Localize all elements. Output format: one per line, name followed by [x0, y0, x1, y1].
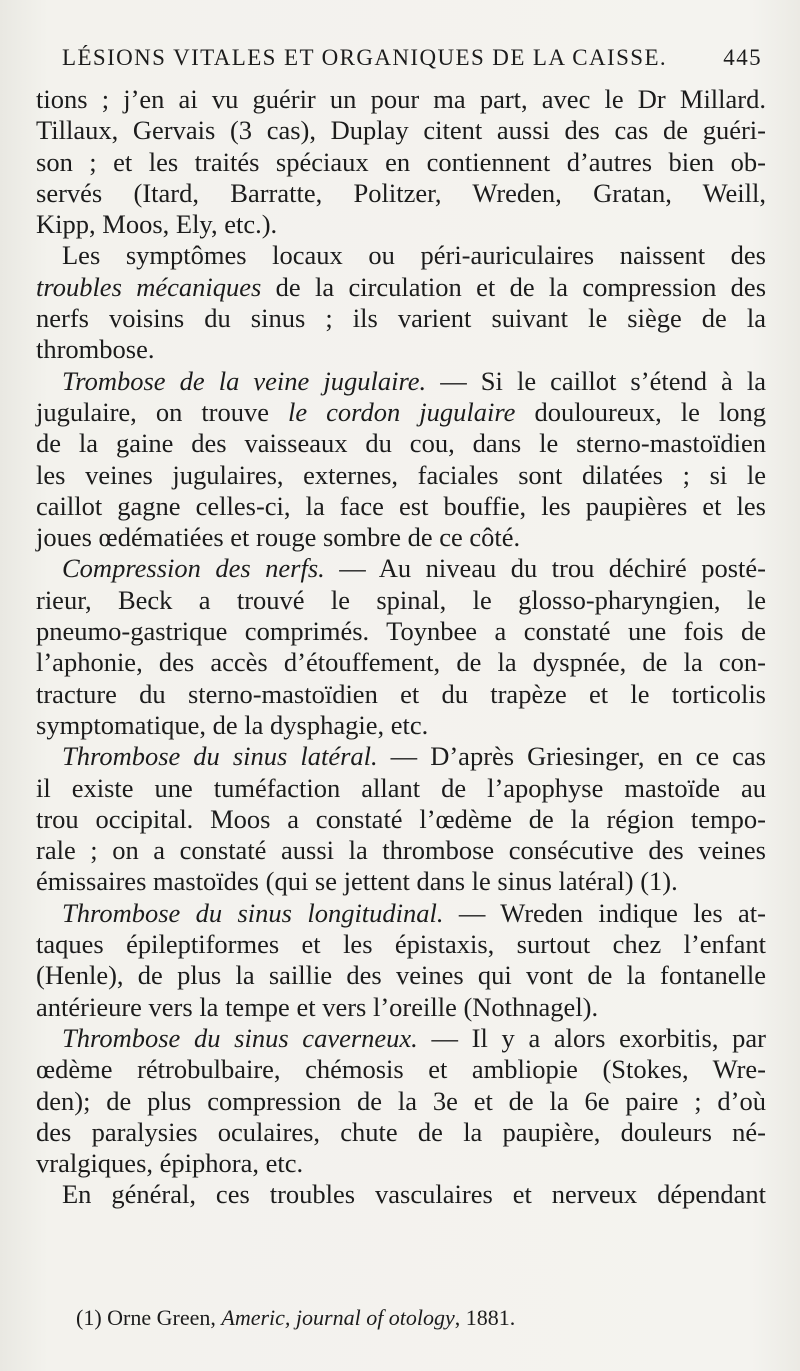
text-line: [36, 147, 766, 178]
text-line: [36, 1054, 766, 1085]
page-number: 445: [723, 45, 762, 70]
text-segment: (Henle), de plus la saillie des veines qui vont de la fontanelle: [36, 960, 766, 991]
text-line: [36, 992, 766, 1023]
text-segment: de la gaine des vaisseaux du cou, dans le sterno-mastoïdien: [36, 428, 766, 459]
text-segment: pneumo-gastrique comprimés. Toynbee a constaté une fois de: [36, 616, 766, 647]
text-segment: tracture du sterno-mastoïdien et du trapèze et le torticolis: [36, 678, 766, 709]
text-segment: — Si le caillot s’étend à la: [426, 365, 766, 396]
text-segment: tions ; j’en ai vu guérir un pour ma part, avec le Dr Millard.: [36, 84, 766, 114]
text-line: [36, 397, 766, 428]
text-line: [36, 960, 766, 991]
italic-text: Trombose de la veine jugulaire.: [62, 365, 427, 396]
text-segment: il existe une tuméfaction allant de l’apophyse mastoïde au: [36, 772, 766, 803]
text-segment: den); de plus compression de la 3e et de la 6e paire ; d’où: [36, 1085, 766, 1116]
italic-text: troubles mécaniques: [36, 271, 262, 302]
text-segment: des paralysies oculaires, chute de la paupière, douleurs né-: [36, 1116, 766, 1147]
text-line: [36, 585, 766, 616]
text-line: [36, 1086, 766, 1117]
text-segment: rieur, Beck a trouvé le spinal, le glosso-pharyngien, le: [36, 584, 766, 615]
text-segment: En général, ces troubles vasculaires et nerveux dépendant: [62, 1179, 766, 1210]
italic-text: Thrombose du sinus longitudinal.: [62, 897, 444, 928]
italic-text: Compression des nerfs.: [62, 553, 325, 584]
footnote: [76, 1305, 766, 1331]
text-segment: thrombose.: [36, 334, 155, 365]
text-line: [36, 1148, 766, 1179]
text-line: [36, 115, 766, 146]
text-segment: trou occipital. Moos a constaté l’œdème de la région tempo-: [36, 803, 766, 834]
text-line: [36, 773, 766, 804]
text-line: [36, 866, 766, 897]
text-line: [36, 898, 766, 929]
text-line: [36, 804, 766, 835]
footnote-text: , 1881.: [454, 1305, 516, 1330]
text-segment: vralgiques, épiphora, etc.: [36, 1148, 304, 1179]
text-segment: Kipp, Moos, Ely, etc.).: [36, 209, 278, 240]
text-line: [36, 929, 766, 960]
text-segment: — Au niveau du trou déchiré posté-: [324, 553, 767, 584]
text-segment: rale ; on a constaté aussi la thrombose consécutive des veines: [36, 835, 766, 866]
body-text: [36, 84, 766, 1211]
text-segment: nerfs voisins du sinus ; ils varient suivant le siège de la: [36, 303, 766, 334]
text-line: [36, 522, 766, 553]
text-segment: son ; et les traités spéciaux en contiennent d’autres bien ob-: [36, 146, 766, 177]
text-segment: antérieure vers la tempe et vers l’oreille (Nothnagel).: [36, 991, 599, 1022]
italic-text: le cordon jugulaire: [288, 396, 516, 427]
text-line: [36, 272, 766, 303]
text-line: [36, 1179, 766, 1210]
text-line: [36, 710, 766, 741]
text-segment: émissaires mastoïdes (qui se jettent dans le sinus latéral) (1).: [36, 866, 678, 897]
text-line: [36, 835, 766, 866]
text-line: [36, 366, 766, 397]
text-line: [36, 84, 766, 115]
text-segment: taques épileptiformes et les épistaxis, surtout chez l’enfant: [36, 929, 766, 960]
text-segment: œdème rétrobulbaire, chémosis et ambliopie (Stokes, Wre-: [36, 1054, 766, 1085]
text-line: [36, 334, 766, 365]
italic-text: Thrombose du sinus caverneux.: [62, 1022, 418, 1053]
text-line: [36, 679, 766, 710]
text-segment: Tillaux, Gervais (3 cas), Duplay citent aussi des cas de guéri-: [36, 115, 766, 146]
text-segment: servés (Itard, Barratte, Politzer, Wreden, Gratan, Weill,: [36, 177, 766, 208]
text-segment: Les symptômes locaux ou péri-auriculaires naissent des: [62, 240, 766, 271]
text-segment: — Wreden indique les at-: [443, 897, 766, 928]
text-line: [36, 240, 766, 271]
footnote-text: (1) Orne Green,: [76, 1305, 222, 1330]
text-segment: l’aphonie, des accès d’étouffement, de la dyspnée, de la con-: [36, 647, 766, 678]
text-line: [36, 460, 766, 491]
text-line: [36, 616, 766, 647]
text-segment: — D’après Griesinger, en ce cas: [377, 741, 766, 772]
text-segment: les veines jugulaires, externes, faciales sont dilatées ; si le: [36, 459, 766, 490]
text-line: [36, 741, 766, 772]
text-line: [36, 553, 766, 584]
italic-text: Thrombose du sinus latéral.: [62, 741, 378, 772]
text-line: [36, 1023, 766, 1054]
text-line: [36, 428, 766, 459]
text-line: [36, 647, 766, 678]
text-segment: douloureux, le long: [515, 396, 767, 427]
running-header: [62, 38, 762, 78]
text-segment: joues œdématiées et rouge sombre de ce côté.: [36, 522, 521, 553]
text-segment: — Il y a alors exorbitis, par: [417, 1022, 766, 1053]
text-line: [36, 178, 766, 209]
text-segment: caillot gagne celles-ci, la face est bouffie, les paupières et les: [36, 490, 766, 521]
text-line: [36, 491, 766, 522]
text-line: [36, 209, 766, 240]
footnote-italic: Americ, journal of otology: [221, 1305, 455, 1330]
text-line: [36, 303, 766, 334]
text-segment: de la circulation et de la compression des: [261, 271, 767, 302]
text-segment: jugulaire, on trouve: [36, 396, 289, 427]
text-line: [36, 1117, 766, 1148]
text-segment: symptomatique, de la dysphagie, etc.: [36, 709, 429, 740]
running-title: LÉSIONS VITALES ET ORGANIQUES DE LA CAISSE.: [62, 45, 668, 70]
